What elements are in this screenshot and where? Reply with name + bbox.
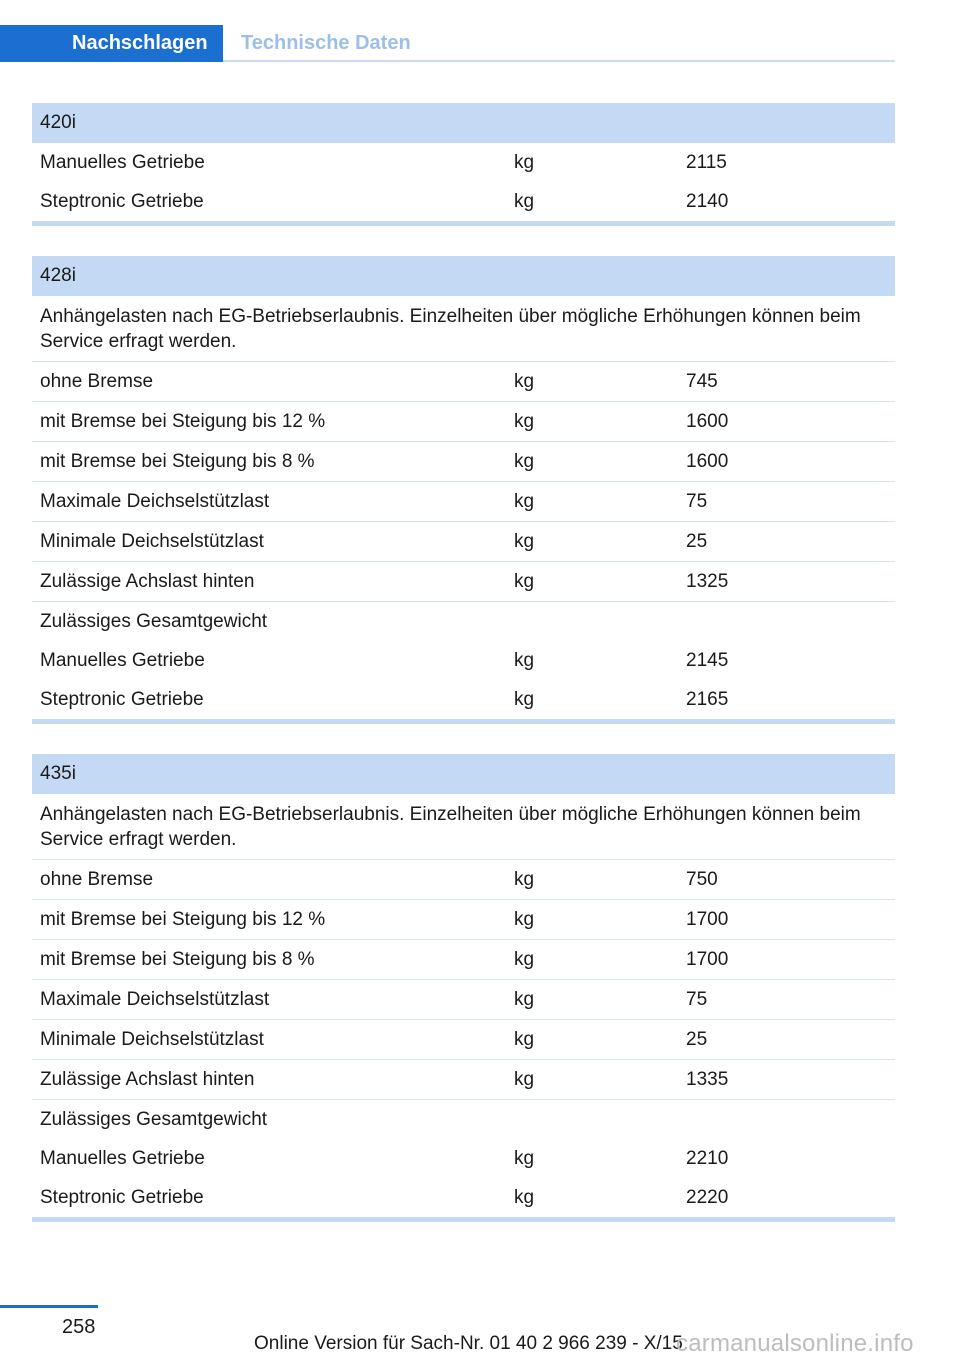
table-row (32, 1060, 895, 1100)
row-label: Steptronic Getriebe (40, 190, 204, 212)
row-label: Minimale Deichselstützlast (40, 1028, 264, 1050)
row-value: 750 (686, 868, 718, 890)
row-value: 2210 (686, 1147, 729, 1169)
row-unit: kg (514, 1028, 535, 1050)
table-row (32, 1020, 895, 1060)
row-unit: kg (514, 530, 535, 552)
table-row (32, 860, 895, 900)
table-row (32, 602, 895, 641)
watermark-logo: carmanualsonline.info (676, 1330, 914, 1357)
row-value: 1600 (686, 410, 729, 432)
row-label: Steptronic Getriebe (40, 688, 204, 710)
row-label: Maximale Deichselstützlast (40, 490, 270, 512)
table-row (32, 980, 895, 1020)
section-note: Anhängelasten nach EG-Betriebserlaubnis. Einzelheiten über mögliche Erhöhungen können beim Service erfragt werden. (32, 296, 895, 362)
row-value: 1335 (686, 1068, 729, 1090)
row-unit: kg (514, 490, 535, 512)
table-row (32, 641, 895, 680)
table-row (32, 182, 895, 221)
header-bar (0, 25, 895, 62)
row-unit: kg (514, 410, 535, 432)
row-label: Zulässiges Gesamtgewicht (40, 1108, 268, 1130)
row-label: mit Bremse bei Steigung bis 8 % (40, 948, 315, 970)
row-unit: kg (514, 370, 535, 392)
section-header: 435i (32, 754, 895, 794)
table-row (32, 402, 895, 442)
row-value: 2140 (686, 190, 729, 212)
section-header: 428i (32, 256, 895, 296)
row-label: Zulässige Achslast hinten (40, 1068, 255, 1090)
table-row (32, 442, 895, 482)
row-value: 745 (686, 370, 718, 392)
row-value: 2115 (686, 151, 727, 173)
row-value: 2145 (686, 649, 729, 671)
row-value: 2220 (686, 1186, 729, 1208)
row-value: 1600 (686, 450, 729, 472)
table-row (32, 1139, 895, 1178)
row-label: Zulässige Achslast hinten (40, 570, 255, 592)
table-row (32, 522, 895, 562)
row-unit: kg (514, 190, 535, 212)
footer-accent-line (0, 1305, 98, 1308)
table-row (32, 143, 895, 182)
row-label: mit Bremse bei Steigung bis 8 % (40, 450, 315, 472)
row-value: 2165 (686, 688, 729, 710)
spec-tables (32, 103, 895, 1252)
row-value: 75 (686, 988, 708, 1010)
row-label: ohne Bremse (40, 868, 154, 890)
spec-section-435i (32, 754, 895, 1222)
section-header: 420i (32, 103, 895, 143)
row-unit: kg (514, 988, 535, 1010)
row-label: Zulässiges Gesamtgewicht (40, 610, 268, 632)
row-label: Manuelles Getriebe (40, 1147, 205, 1169)
table-row (32, 900, 895, 940)
spec-section-420i (32, 103, 895, 226)
online-version-text: Online Version für Sach-Nr. 01 40 2 966 239 - X/15 (254, 1333, 683, 1354)
row-label: Manuelles Getriebe (40, 649, 205, 671)
row-label: ohne Bremse (40, 370, 154, 392)
row-label: Steptronic Getriebe (40, 1186, 204, 1208)
row-unit: kg (514, 1147, 535, 1169)
row-value: 1700 (686, 908, 729, 930)
row-value: 75 (686, 490, 708, 512)
row-label: mit Bremse bei Steigung bis 12 % (40, 908, 326, 930)
row-unit: kg (514, 1068, 535, 1090)
table-row (32, 940, 895, 980)
table-row (32, 362, 895, 402)
row-unit: kg (514, 908, 535, 930)
row-unit: kg (514, 151, 535, 173)
row-unit: kg (514, 450, 535, 472)
row-label: Minimale Deichselstützlast (40, 530, 264, 552)
tab-nachschlagen[interactable]: Nachschlagen (0, 25, 223, 62)
table-row (32, 680, 895, 719)
row-unit: kg (514, 1186, 535, 1208)
row-unit: kg (514, 688, 535, 710)
table-row (32, 562, 895, 602)
row-value: 25 (686, 1028, 708, 1050)
table-row (32, 1178, 895, 1217)
row-unit: kg (514, 948, 535, 970)
row-label: Maximale Deichselstützlast (40, 988, 270, 1010)
row-label: mit Bremse bei Steigung bis 12 % (40, 410, 326, 432)
page-number: 258 (62, 1316, 96, 1338)
row-value: 1325 (686, 570, 729, 592)
row-value: 25 (686, 530, 708, 552)
row-unit: kg (514, 570, 535, 592)
section-note: Anhängelasten nach EG-Betriebserlaubnis. Einzelheiten über mögliche Erhöhungen können beim Service erfragt werden. (32, 794, 895, 860)
spec-section-428i (32, 256, 895, 724)
row-value: 1700 (686, 948, 729, 970)
tab-technische-daten[interactable]: Technische Daten (241, 32, 411, 54)
table-row (32, 1100, 895, 1139)
row-unit: kg (514, 868, 535, 890)
table-row (32, 482, 895, 522)
row-unit: kg (514, 649, 535, 671)
row-label: Manuelles Getriebe (40, 151, 205, 173)
